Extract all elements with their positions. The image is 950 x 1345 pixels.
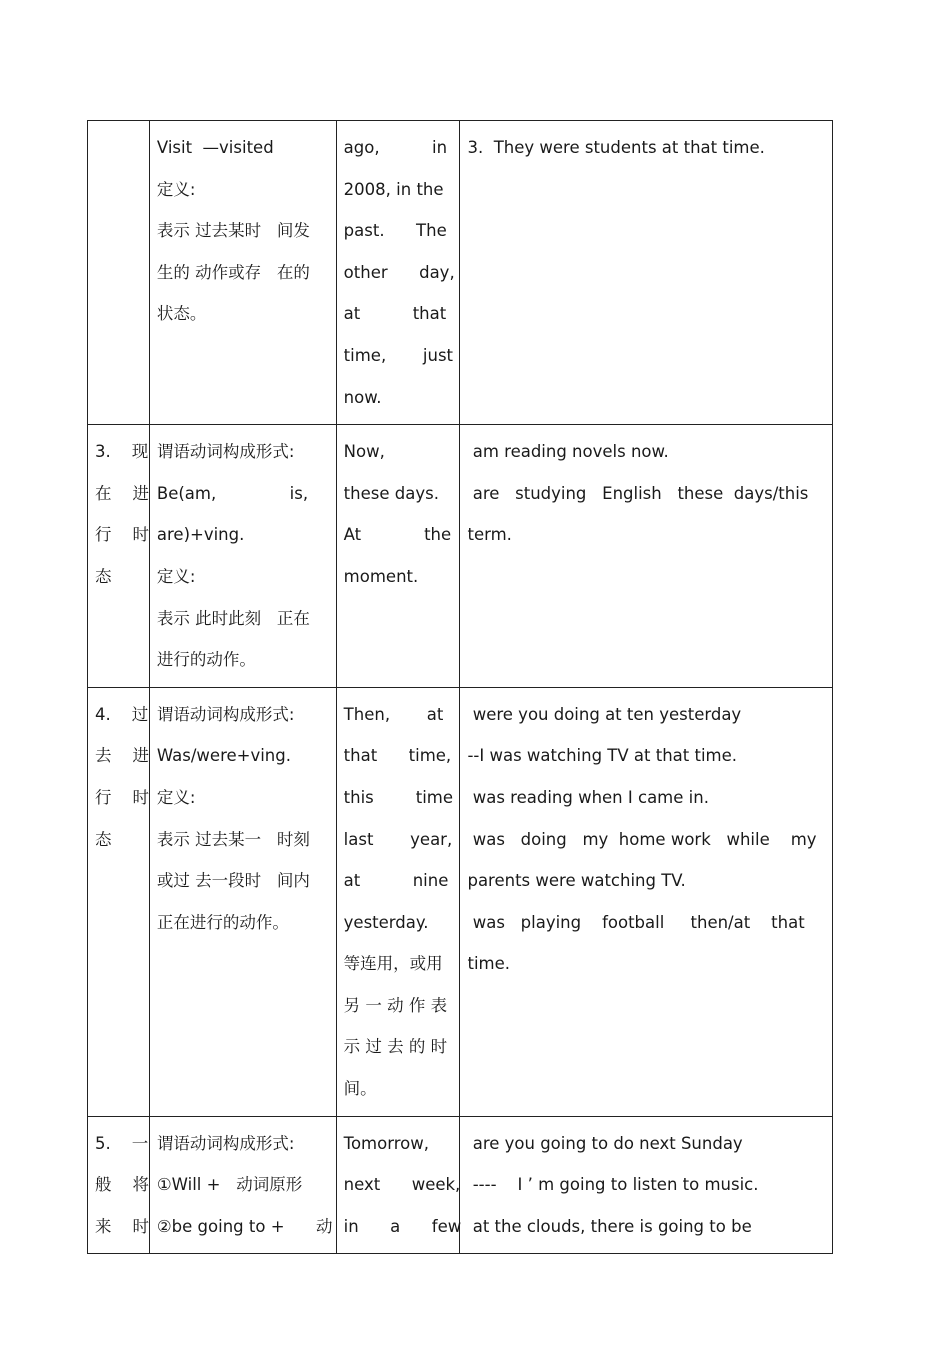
- table-row: [88, 1116, 833, 1254]
- time-line: At the: [343, 525, 452, 545]
- example-line: was playing football then/at that: [467, 912, 805, 932]
- form-cell: [149, 121, 336, 425]
- tense-line: 行 时: [95, 787, 149, 807]
- example-cell: [460, 687, 833, 1116]
- example-line: 3. They were students at that time.: [467, 138, 765, 157]
- grammar-table: [87, 120, 833, 1254]
- time-cell: [336, 1116, 460, 1254]
- form-line: 状态。: [156, 304, 207, 324]
- time-line: 2008, in the: [343, 179, 444, 199]
- example-line: term.: [467, 525, 512, 545]
- form-line: ②be going to + 动: [156, 1216, 333, 1236]
- tense-line: 态: [95, 566, 112, 586]
- form-line: Visit —visited: [156, 138, 274, 157]
- example-line: time.: [467, 954, 510, 974]
- form-line: Was/were+ving.: [156, 746, 291, 766]
- time-line: past. The: [343, 221, 447, 241]
- time-line: time, just: [343, 345, 454, 365]
- time-line: ago, in: [343, 138, 448, 157]
- tense-cell: [88, 1116, 150, 1254]
- tense-line: 去 进: [95, 746, 149, 766]
- example-line: parents were watching TV.: [467, 871, 686, 891]
- example-cell: [460, 121, 833, 425]
- time-line: last year,: [343, 829, 453, 849]
- form-line: 进行的动作。: [156, 650, 256, 670]
- example-line: were you doing at ten yesterday: [467, 704, 742, 724]
- form-line: 定义:: [156, 566, 196, 586]
- example-line: at the clouds, there is going to be: [467, 1216, 752, 1236]
- form-line: 正在进行的动作。: [156, 912, 289, 932]
- tense-line: 3. 现: [95, 442, 149, 462]
- tense-line: 行 时: [95, 525, 149, 545]
- example-line: ---- I ’ m going to listen to music.: [467, 1175, 759, 1195]
- example-line: are you going to do next Sunday: [467, 1133, 743, 1153]
- time-line: Then, at: [343, 704, 444, 724]
- example-cell: [460, 1116, 833, 1254]
- time-line: 间。: [343, 1079, 377, 1099]
- form-line: are)+ving.: [156, 525, 245, 545]
- time-line: at that: [343, 304, 447, 324]
- table-row: [88, 121, 833, 425]
- time-line: yesterday.: [343, 912, 429, 932]
- form-line: 谓语动词构成形式:: [156, 1133, 295, 1153]
- tense-cell: [88, 425, 150, 688]
- table-row: [88, 687, 833, 1116]
- form-line: 表示 过去某一 时刻: [156, 829, 310, 849]
- time-line: this time: [343, 787, 454, 807]
- form-line: 或过 去一段时 间内: [156, 871, 310, 891]
- time-cell: [336, 425, 460, 688]
- form-line: 谓语动词构成形式:: [156, 442, 295, 462]
- tense-cell: [88, 687, 150, 1116]
- form-line: ①Will + 动词原形: [156, 1175, 303, 1195]
- tense-line: 态: [95, 829, 112, 849]
- time-line: 示 过 去 的 时: [343, 1037, 448, 1057]
- time-line: 另 一 动 作 表: [343, 995, 448, 1015]
- time-line: in a few: [343, 1216, 462, 1236]
- tense-line: 4. 过: [95, 704, 149, 724]
- form-line: 定义:: [156, 787, 196, 807]
- form-line: 表示 此时此刻 正在: [156, 608, 310, 628]
- form-cell: [149, 425, 336, 688]
- time-line: moment.: [343, 566, 419, 586]
- time-cell: [336, 121, 460, 425]
- form-line: 谓语动词构成形式:: [156, 704, 295, 724]
- form-cell: [149, 687, 336, 1116]
- table-row: [88, 425, 833, 688]
- example-cell: [460, 425, 833, 688]
- time-line: next week,: [343, 1175, 461, 1195]
- time-line: these days.: [343, 483, 439, 503]
- tense-line: 来 时: [95, 1216, 149, 1236]
- time-line: at nine: [343, 871, 449, 891]
- form-line: 表示 过去某时 间发: [156, 221, 310, 241]
- time-line: that time,: [343, 746, 452, 766]
- time-line: Now,: [343, 442, 385, 462]
- example-line: am reading novels now.: [467, 442, 669, 462]
- form-line: 定义:: [156, 179, 196, 199]
- example-line: --I was watching TV at that time.: [467, 746, 738, 766]
- time-cell: [336, 687, 460, 1116]
- example-line: was doing my home work while my: [467, 829, 817, 849]
- tense-line: 般 将: [95, 1175, 149, 1195]
- tense-line: 5. 一: [95, 1133, 149, 1153]
- time-line: Tomorrow,: [343, 1133, 429, 1153]
- time-line: now.: [343, 387, 382, 407]
- example-line: was reading when I came in.: [467, 787, 709, 807]
- form-line: Be(am, is,: [156, 483, 309, 503]
- form-cell: [149, 1116, 336, 1254]
- time-line: 等连用，或用: [343, 954, 443, 974]
- tense-line: 在 进: [95, 483, 149, 503]
- example-line: are studying English these days/this: [467, 483, 809, 503]
- time-line: other day,: [343, 262, 455, 282]
- tense-cell: [88, 121, 150, 425]
- form-line: 生的 动作或存 在的: [156, 262, 310, 282]
